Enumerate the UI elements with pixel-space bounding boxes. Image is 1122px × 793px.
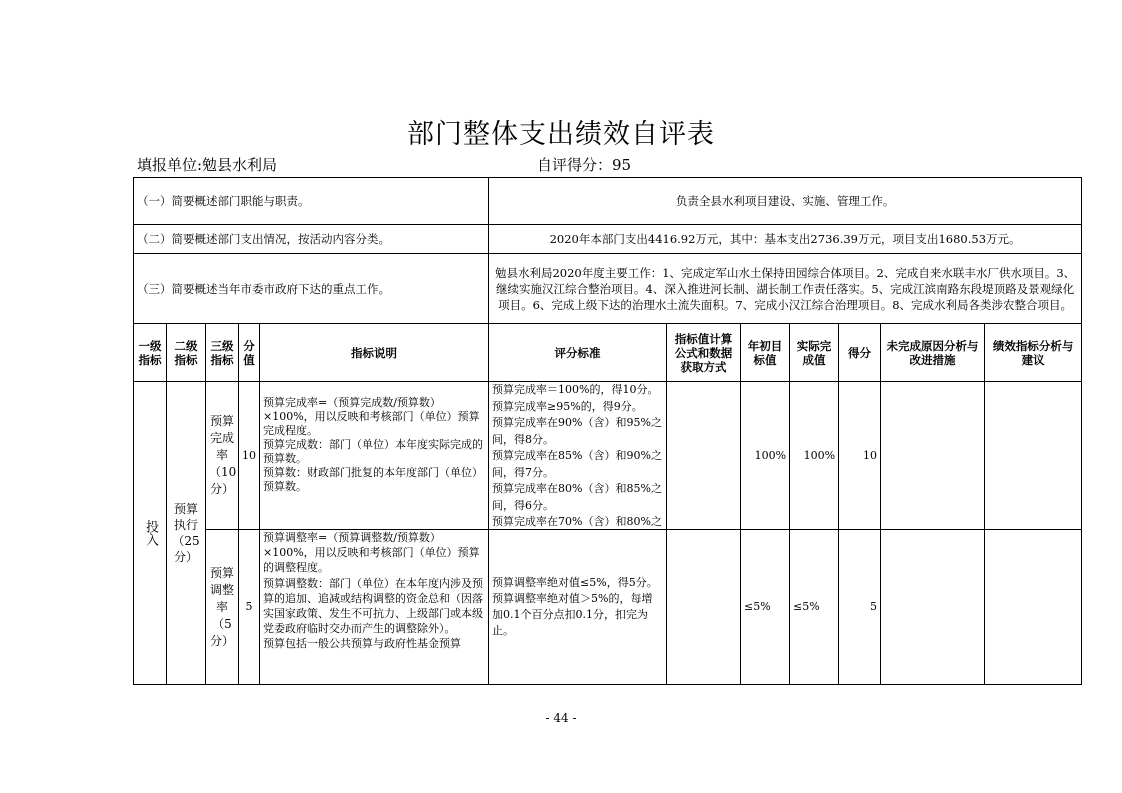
header-reason: 未完成原因分析与改进措施 — [881, 324, 985, 382]
table-row — [134, 382, 1082, 530]
overview-label: （三）简要概述当年市委市政府下达的重点工作。 — [134, 254, 489, 324]
suggestion-cell — [985, 382, 1082, 530]
header-level3: 三级指标 — [206, 324, 239, 382]
page-number: - 44 - — [545, 711, 577, 725]
level3-cell: 预算完成率（10分） — [206, 382, 239, 530]
level1-cell — [134, 382, 167, 685]
table-row — [134, 530, 1082, 685]
level2-cell: 预算执行（25分） — [167, 382, 206, 685]
overview-row — [134, 254, 1082, 324]
actual-cell: ≤5% — [790, 530, 839, 685]
header-initial-target: 年初目标值 — [741, 324, 790, 382]
initial-target-cell: 100% — [741, 382, 790, 530]
header-score: 得分 — [839, 324, 881, 382]
suggestion-cell — [985, 530, 1082, 685]
criteria-cell — [489, 382, 667, 530]
document-title: 部门整体支出绩效自评表 — [407, 119, 715, 150]
overview-row — [134, 225, 1082, 254]
score-value-cell: 5 — [239, 530, 260, 685]
header-suggestion: 绩效指标分析与建议 — [985, 324, 1082, 382]
header-criteria: 评分标准 — [489, 324, 667, 382]
overview-row — [134, 178, 1082, 225]
description-text: 预算调整率=（预算调整数/预算数）×100%，用以反映和考核部门（单位）预算的调整程度。 预算调整数：部门（单位）在本年度内涉及预算的追加、追减或结构调整的资金总和（因落实国家政策、发生不可抗力、上级部门或本级党委政府临时交办而产生的调整除外）。 预算包括一般公共预算与政府性基金预算 — [263, 531, 483, 651]
criteria-text: 预算调整率绝对值≤5%，得5分。 预算调整率绝对值＞5%的，每增加0.1个百分点扣0.1分，扣完为止。 — [492, 576, 658, 637]
description-text: 预算完成率=（预算完成数/预算数）×100%，用以反映和考核部门（单位）预算完成程度。 预算完成数：部门（单位）本年度实际完成的预算数。 预算数：财政部门批复的本年度部门（单位）预算数。 — [263, 395, 483, 493]
initial-target-cell: ≤5% — [741, 530, 790, 685]
overview-label: （一）简要概述部门职能与职责。 — [134, 178, 489, 225]
header-row — [134, 324, 1082, 382]
header-actual: 实际完成值 — [790, 324, 839, 382]
method-cell — [667, 530, 741, 685]
evaluation-table — [133, 177, 1082, 685]
actual-cell: 100% — [790, 382, 839, 530]
header-level1: 一级指标 — [134, 324, 167, 382]
score-cell: 10 — [839, 382, 881, 530]
header-description: 指标说明 — [260, 324, 489, 382]
score-value-cell: 10 — [239, 382, 260, 530]
header-score-value: 分值 — [239, 324, 260, 382]
criteria-cell — [489, 530, 667, 685]
overview-label: （二）简要概述部门支出情况，按活动内容分类。 — [134, 225, 489, 254]
header-method: 指标值计算公式和数据获取方式 — [667, 324, 741, 382]
reason-cell — [881, 530, 985, 685]
level3-cell: 预算调整率（5分） — [206, 530, 239, 685]
overview-value: 负责全县水利项目建设、实施、管理工作。 — [489, 178, 1082, 225]
level1-text: 投入 — [143, 520, 158, 546]
description-cell — [260, 530, 489, 685]
reason-cell — [881, 382, 985, 530]
score-cell: 5 — [839, 530, 881, 685]
fill-unit: 填报单位:勉县水利局 — [137, 156, 278, 174]
overview-value: 2020年本部门支出4416.92万元，其中：基本支出2736.39万元，项目支出1680.53万元。 — [489, 225, 1082, 254]
header-level2: 二级指标 — [167, 324, 206, 382]
description-cell — [260, 382, 489, 530]
overview-value: 勉县水利局2020年度主要工作：1、完成定军山水土保持田园综合体项目。2、完成自来水联丰水厂供水项目。3、继续实施汉江综合整治项目。4、深入推进河长制、湖长制工作责任落实。5、完成江滨南路东段堤顶路及景观绿化项目。6、完成上级下达的治理水土流失面积。7、完成小汉江综合治理项目。8、完成水利局各类涉农整合项目。 — [489, 254, 1082, 324]
self-score: 自评得分：95 — [537, 156, 632, 174]
method-cell — [667, 382, 741, 530]
criteria-text: 预算完成率＝100%的，得10分。 预算完成率≥95%的，得9分。 预算完成率在90%（含）和95%之间，得8分。 预算完成率在85%（含）和90%之间，得7分。 预算完成率在80%（含）和85%之间，得6分。 预算完成率在70%（含）和80%之 — [492, 383, 662, 528]
